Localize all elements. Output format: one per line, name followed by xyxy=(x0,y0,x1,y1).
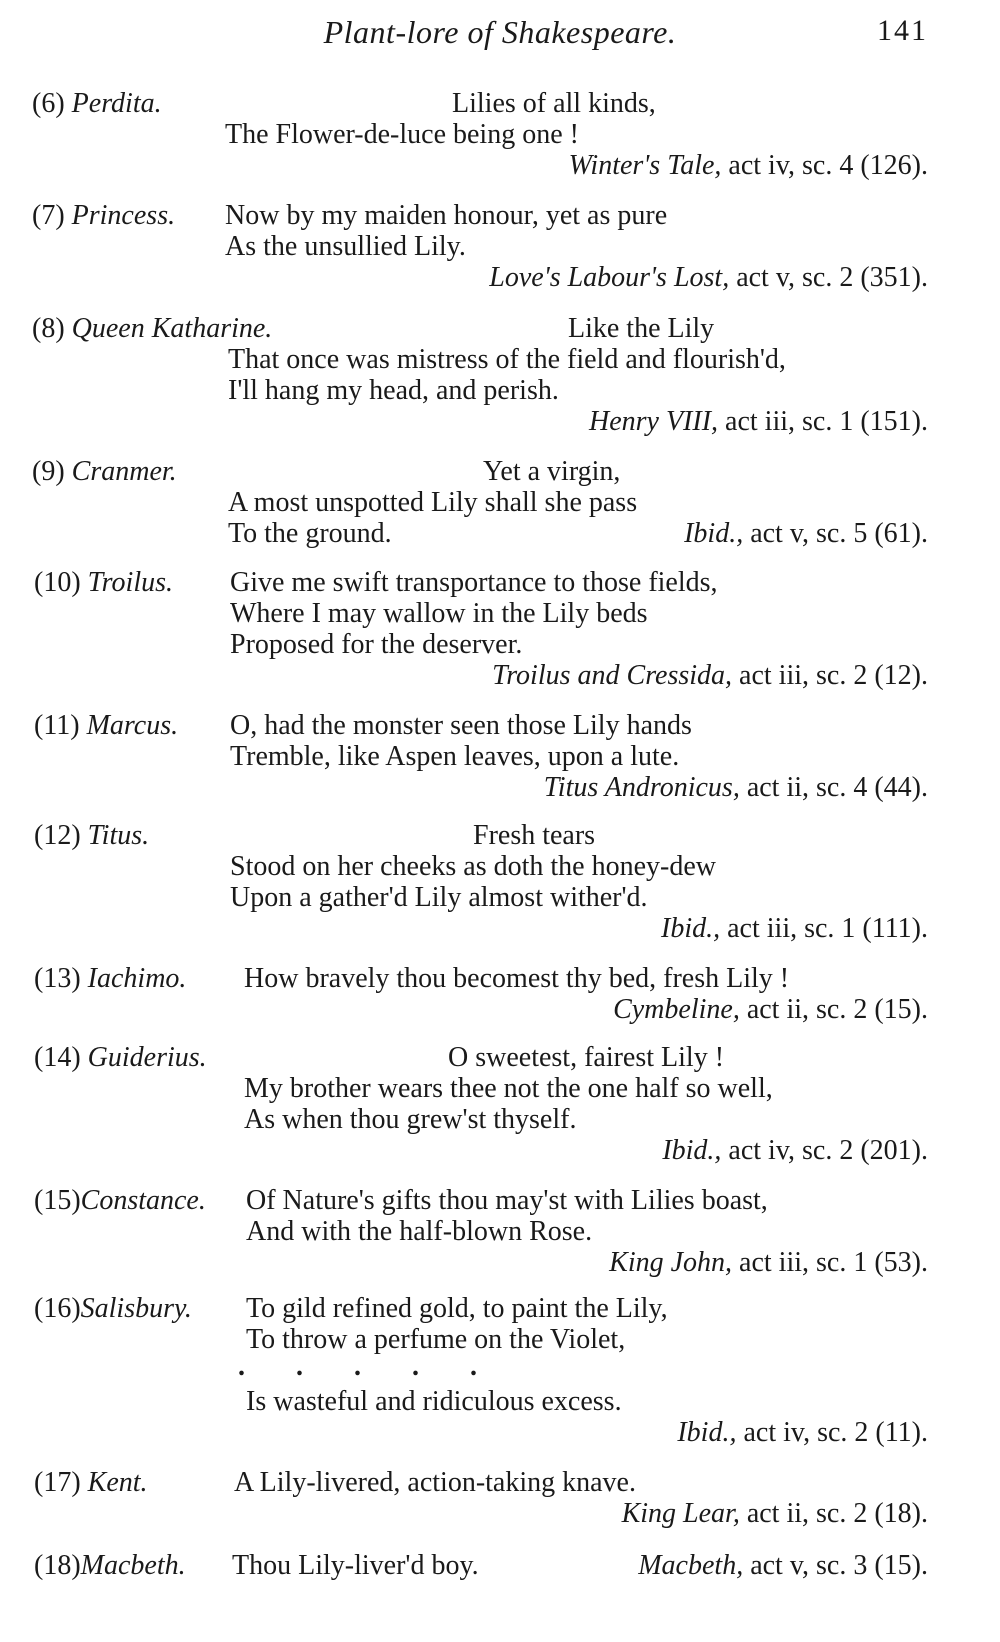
source-work: Love's Labour's Lost, xyxy=(489,262,730,293)
entry-number: (14) xyxy=(34,1042,81,1073)
source-citation xyxy=(677,1417,928,1449)
quote-line: To throw a perfume on the Violet, xyxy=(246,1324,626,1355)
speaker-name: Cranmer. xyxy=(71,456,177,487)
source-citation xyxy=(684,518,928,550)
source-citation xyxy=(492,660,928,692)
quote-line: Of Nature's gifts thou may'st with Lilies boast, xyxy=(246,1185,768,1216)
running-title: Plant-lore of Shakespeare. xyxy=(323,14,677,50)
speaker-name: Salisbury. xyxy=(80,1293,192,1324)
quote-line: Give me swift transportance to those fields, xyxy=(230,567,718,598)
source-ref: act iv, sc. 4 (126). xyxy=(728,150,928,181)
quote-line: My brother wears thee not the one half so well, xyxy=(244,1073,773,1104)
source-citation xyxy=(661,913,928,945)
speaker-name: Kent. xyxy=(87,1467,148,1498)
entry-number: (10) xyxy=(34,567,81,598)
quote-line: Tremble, like Aspen leaves, upon a lute. xyxy=(230,741,680,772)
quote-line: Lilies of all kinds, xyxy=(452,88,656,119)
speaker-name: Perdita. xyxy=(71,88,162,119)
quote-line: A Lily-livered, action-taking knave. xyxy=(234,1467,636,1498)
entry-number: (16) xyxy=(34,1293,81,1324)
ellipsis-dots: . . . . . xyxy=(238,1351,499,1382)
quote-line: To gild refined gold, to paint the Lily, xyxy=(246,1293,668,1324)
speaker-name: Marcus. xyxy=(86,710,179,741)
source-ref: act iii, sc. 1 (111). xyxy=(727,913,928,944)
quote-line: Thou Lily-liver'd boy. xyxy=(232,1550,479,1581)
source-ref: act iii, sc. 2 (12). xyxy=(739,660,928,691)
source-work: Ibid., xyxy=(684,518,744,549)
source-citation xyxy=(613,994,928,1026)
source-work: King John, xyxy=(609,1247,733,1278)
speaker-name: Guiderius. xyxy=(87,1042,207,1073)
entry-number: (12) xyxy=(34,820,81,851)
speaker-name: Constance. xyxy=(80,1185,206,1216)
quote-line: That once was mistress of the field and flourish'd, xyxy=(228,344,786,375)
source-citation xyxy=(638,1550,928,1582)
speaker-name: Macbeth. xyxy=(80,1550,186,1581)
quote-line: Now by my maiden honour, yet as pure xyxy=(225,200,668,231)
quote-line: As the unsullied Lily. xyxy=(225,231,466,262)
speaker-name: Princess. xyxy=(71,200,176,231)
source-work: King Lear, xyxy=(621,1498,740,1529)
page-header xyxy=(0,14,1000,58)
quote-line: O sweetest, fairest Lily ! xyxy=(448,1042,725,1073)
quote-line: And with the half-blown Rose. xyxy=(246,1216,593,1247)
quote-line: I'll hang my head, and perish. xyxy=(228,375,559,406)
quote-line: Fresh tears xyxy=(473,820,596,851)
entry-number: (18) xyxy=(34,1550,81,1581)
source-ref: act iv, sc. 2 (11). xyxy=(743,1417,928,1448)
source-citation xyxy=(489,262,928,294)
source-work: Troilus and Cressida, xyxy=(492,660,733,691)
source-citation xyxy=(569,150,928,182)
quote-line: As when thou grew'st thyself. xyxy=(244,1104,577,1135)
quote-line: O, had the monster seen those Lily hands xyxy=(230,710,692,741)
source-ref: act iii, sc. 1 (53). xyxy=(739,1247,928,1278)
entry-number: (7) xyxy=(32,200,65,231)
page-number: 141 xyxy=(877,14,928,47)
entry-number: (6) xyxy=(32,88,65,119)
source-citation xyxy=(662,1135,928,1167)
source-citation xyxy=(622,1498,928,1530)
source-ref: act v, sc. 2 (351). xyxy=(736,262,928,293)
entry-number: (17) xyxy=(34,1467,81,1498)
entry-number: (13) xyxy=(34,963,81,994)
speaker-name: Titus. xyxy=(87,820,150,851)
source-citation xyxy=(544,772,928,804)
speaker-name: Queen Katharine. xyxy=(71,313,273,344)
source-ref: act v, sc. 3 (15). xyxy=(750,1550,928,1581)
quote-line: Where I may wallow in the Lily beds xyxy=(230,598,648,629)
entry-number: (15) xyxy=(34,1185,81,1216)
source-work: Titus Andronicus, xyxy=(543,772,740,803)
quote-line: The Flower-de-luce being one ! xyxy=(225,119,579,150)
speaker-name: Troilus. xyxy=(87,567,173,598)
source-citation xyxy=(609,1247,928,1279)
source-work: Winter's Tale, xyxy=(568,150,722,181)
source-work: Ibid., xyxy=(677,1417,737,1448)
source-ref: act ii, sc. 4 (44). xyxy=(746,772,928,803)
entry-number: (9) xyxy=(32,456,65,487)
quote-line: Stood on her cheeks as doth the honey-dew xyxy=(230,851,716,882)
entry-number: (8) xyxy=(32,313,65,344)
quote-line: A most unspotted Lily shall she pass xyxy=(228,487,638,518)
source-ref: act v, sc. 5 (61). xyxy=(750,518,928,549)
source-work: Macbeth, xyxy=(638,1550,744,1581)
quote-line: Yet a virgin, xyxy=(483,456,621,487)
quote-line: Is wasteful and ridiculous excess. xyxy=(246,1386,622,1417)
quote-line: How bravely thou becomest thy bed, fresh Lily ! xyxy=(244,963,790,994)
source-work: Ibid., xyxy=(662,1135,722,1166)
source-work: Ibid., xyxy=(661,913,721,944)
source-ref: act iii, sc. 1 (151). xyxy=(725,406,928,437)
entry-number: (11) xyxy=(34,710,80,741)
quote-line: Upon a gather'd Lily almost wither'd. xyxy=(230,882,648,913)
source-citation xyxy=(589,406,928,438)
source-ref: act ii, sc. 2 (15). xyxy=(746,994,928,1025)
quote-line: Like the Lily xyxy=(568,313,715,344)
source-ref: act ii, sc. 2 (18). xyxy=(746,1498,928,1529)
source-work: Cymbeline, xyxy=(613,994,740,1025)
source-work: Henry VIII, xyxy=(588,406,719,437)
quote-line: To the ground. xyxy=(228,518,392,549)
speaker-name: Iachimo. xyxy=(87,963,187,994)
source-ref: act iv, sc. 2 (201). xyxy=(728,1135,928,1166)
quote-line: Proposed for the deserver. xyxy=(230,629,523,660)
